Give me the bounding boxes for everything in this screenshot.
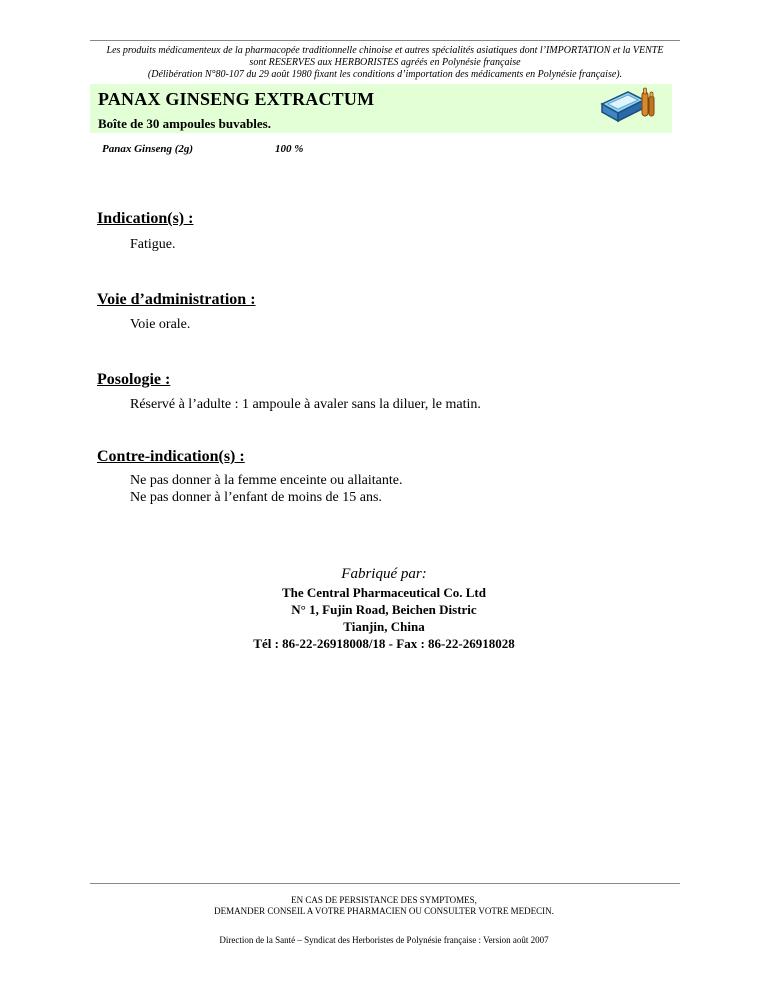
indication-heading: Indication(s) : [97, 210, 194, 227]
footer-warning-line-1: EN CAS DE PERSISTANCE DES SYMPTOMES, [291, 895, 477, 905]
footer-divider [90, 883, 680, 884]
contre-indication-heading: Contre-indication(s) : [97, 448, 245, 465]
contre-indication-line-1: Ne pas donner à la femme enceinte ou allaitante. [130, 473, 403, 488]
manufacturer-contact: Tél : 86-22-26918008/18 - Fax : 86-22-26918028 [253, 636, 515, 651]
posologie-text: Réservé à l’adulte : 1 ampoule à avaler sans la diluer, le matin. [130, 397, 481, 412]
manufacturer-address: N° 1, Fujin Road, Beichen Distric [291, 602, 477, 617]
indication-text: Fatigue. [130, 237, 176, 252]
header-line-1: Les produits médicamenteux de la pharmacopée traditionnelle chinoise et autres spécialités asiatiques dont l’IMPORTATION et la VENTE [106, 45, 664, 56]
manufacturer-label: Fabriqué par: [341, 566, 427, 582]
manufacturer-name: The Central Pharmaceutical Co. Ltd [281, 585, 486, 600]
ingredient-percent: 100 % [275, 143, 304, 155]
ingredient-name: Panax Ginseng (2g) [102, 143, 194, 155]
administration-text: Voie orale. [130, 317, 191, 332]
header-line-3: (Délibération N°80-107 du 29 août 1980 fixant les conditions d’importation des médicaments en Polynésie française). [147, 69, 623, 80]
manufacturer-city: Tianjin, China [343, 619, 425, 634]
footer-credit: Direction de la Santé – Syndicat des Herboristes de Polynésie française : Version août 2007 [219, 935, 549, 945]
footer-warning-line-2: DEMANDER CONSEIL A VOTRE PHARMACIEN OU CONSULTER VOTRE MEDECIN. [214, 906, 554, 916]
contre-indication-line-2: Ne pas donner à l’enfant de moins de 15 ans. [130, 490, 382, 505]
footer-warning [0, 895, 768, 917]
posologie-heading: Posologie : [97, 371, 171, 388]
header-line-2: sont RESERVES aux HERBORISTES agréés en Polynésie française [249, 57, 521, 68]
administration-heading: Voie d’administration : [97, 291, 256, 308]
product-title: PANAX GINSENG EXTRACTUM [98, 89, 375, 109]
regulatory-header [80, 45, 690, 81]
medicine-box-ampoule-icon [598, 86, 656, 126]
header-divider [90, 40, 680, 41]
product-subtitle: Boîte de 30 ampoules buvables. [98, 116, 271, 131]
